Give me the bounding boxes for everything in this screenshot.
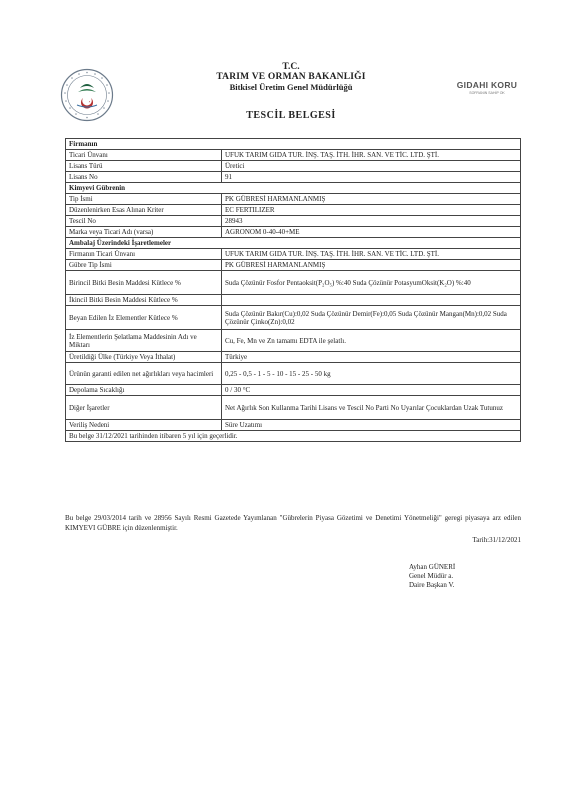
row-label: Lisans Türü [66, 161, 222, 172]
header-country: T.C. [282, 62, 300, 72]
table-row [66, 227, 521, 238]
gidani-koru-logo: GIDAHI KORU SOFRANIN SAHİP OK [456, 80, 518, 95]
row-value [222, 295, 521, 306]
header-directorate: Bitkisel Üretim Genel Müdürlüğü [229, 82, 353, 92]
validity-text: Bu belge 31/12/2021 tarihinden itibaren 5 yıl için geçerlidir. [66, 431, 521, 442]
header-ministry: TARIM VE ORMAN BAKANLIĞI [216, 72, 366, 82]
row-value: AGRONOM 0-40-40+ME [222, 227, 521, 238]
regulation-note: Bu belge 29/03/2014 tarih ve 28956 Sayılı Resmi Gazetede Yayımlanan "Gübrelerin Piyasa Gözetimi ve Denetimi Yönetmeliği" geregi piyasaya arz edilen KIMYEVI GÜBRE için düzenlenmiştir. [65, 514, 521, 532]
table-row [66, 420, 521, 431]
row-value: 91 [222, 172, 521, 183]
row-value: Süre Uzatımı [222, 420, 521, 431]
table-row [66, 172, 521, 183]
row-value: UFUK TARIM GIDA TUR. İNŞ. TAŞ. İTH. İHR. SAN. VE TİC. LTD. ŞTİ. [222, 150, 521, 161]
table-row [66, 306, 521, 330]
row-label: Düzenlenirken Esas Alınan Kriter [66, 205, 222, 216]
signatory-name: Ayhan GÜNERİ [409, 563, 456, 571]
row-value: 28943 [222, 216, 521, 227]
validity-row [66, 431, 521, 442]
section-header-packaging: Ambalaj Üzerindeki İşaretlemeler [66, 238, 521, 249]
row-value: Üretici [222, 161, 521, 172]
row-value: EC FERTILIZER [222, 205, 521, 216]
row-label: Veriliş Nedeni [66, 420, 222, 431]
row-value: Suda Çözünür Fosfor Pentaoksit(P₂O₅) %:40 Suda Çözünür PotasyumOksit(K₂O) %:40 [222, 271, 521, 295]
table-row [66, 249, 521, 260]
row-label: Lisans No [66, 172, 222, 183]
row-value: Türkiye [222, 352, 521, 363]
section-header-fertilizer: Kimyevi Gübrenin [66, 183, 521, 194]
signature-block [409, 563, 455, 590]
table-row [66, 260, 521, 271]
table-row [66, 352, 521, 363]
table-row [66, 396, 521, 420]
table-row [66, 385, 521, 396]
row-value: Net Ağırlık Son Kullanma Tarihi Lisans ve Tescil No Parti No Uyarılar Çocuklardan Uzak Tutunuz [222, 396, 521, 420]
row-value: PK GÜBRESİ HARMANLANMIŞ [222, 260, 521, 271]
row-value: 0,25 - 0,5 - 1 - 5 - 10 - 15 - 25 - 50 kg [222, 363, 521, 385]
row-label: Gübre Tip İsmi [66, 260, 222, 271]
signatory-role-2: Daire Başkan V. [409, 581, 455, 589]
row-label: Üretildiği Ülke (Türkiye Veya İthalat) [66, 352, 222, 363]
table-row [66, 205, 521, 216]
row-label: Marka veya Ticari Adı (varsa) [66, 227, 222, 238]
row-label: Beyan Edilen İz Elementler Kütlece % [66, 306, 222, 330]
row-value: 0 / 30 °C [222, 385, 521, 396]
issue-date: Tarih:31/12/2021 [472, 536, 521, 544]
document-header [160, 62, 422, 92]
table-row [66, 330, 521, 352]
row-label: Birincil Bitki Besin Maddesi Kütlece % [66, 271, 222, 295]
row-label: Firmanın Ticari Ünvanı [66, 249, 222, 260]
row-label: Tescil No [66, 216, 222, 227]
row-label: Tip İsmi [66, 194, 222, 205]
section-header-firm: Firmanın [66, 139, 521, 150]
row-label: Depolama Sıcaklığı [66, 385, 222, 396]
row-value: Cu, Fe, Mn ve Zn tamamı EDTA ile şelatlı. [222, 330, 521, 352]
row-label: Ticari Ünvanı [66, 150, 222, 161]
table-row [66, 194, 521, 205]
table-row [66, 295, 521, 306]
table-row [66, 271, 521, 295]
row-label: Diğer İşaretler [66, 396, 222, 420]
row-label: İkincil Bitki Besin Maddesi Kütlece % [66, 295, 222, 306]
signatory-role-1: Genel Müdür a. [409, 572, 454, 580]
row-value: UFUK TARIM GIDA TUR. İNŞ. TAŞ. İTH. İHR. SAN. VE TİC. LTD. ŞTİ. [222, 249, 521, 260]
table-row [66, 150, 521, 161]
document-title: TESCİL BELGESİ [246, 110, 336, 121]
table-row [66, 161, 521, 172]
registration-table [65, 138, 521, 442]
row-label: Ürünün garanti edilen net ağırlıkları veya hacimleri [66, 363, 222, 385]
row-value: Suda Çözünür Bakır(Cu):0,02 Suda Çözünür Demir(Fe):0,05 Suda Çözünür Mangan(Mn):0,02 Suda Çözünür Çinko(Zn):0,02 [222, 306, 521, 330]
ministry-seal-logo [60, 68, 114, 122]
row-value: PK GÜBRESİ HARMANLANMIŞ [222, 194, 521, 205]
table-row [66, 216, 521, 227]
row-label: İz Elementlerin Şelatlama Maddesinin Adı ve Miktarı [66, 330, 222, 352]
table-row [66, 363, 521, 385]
